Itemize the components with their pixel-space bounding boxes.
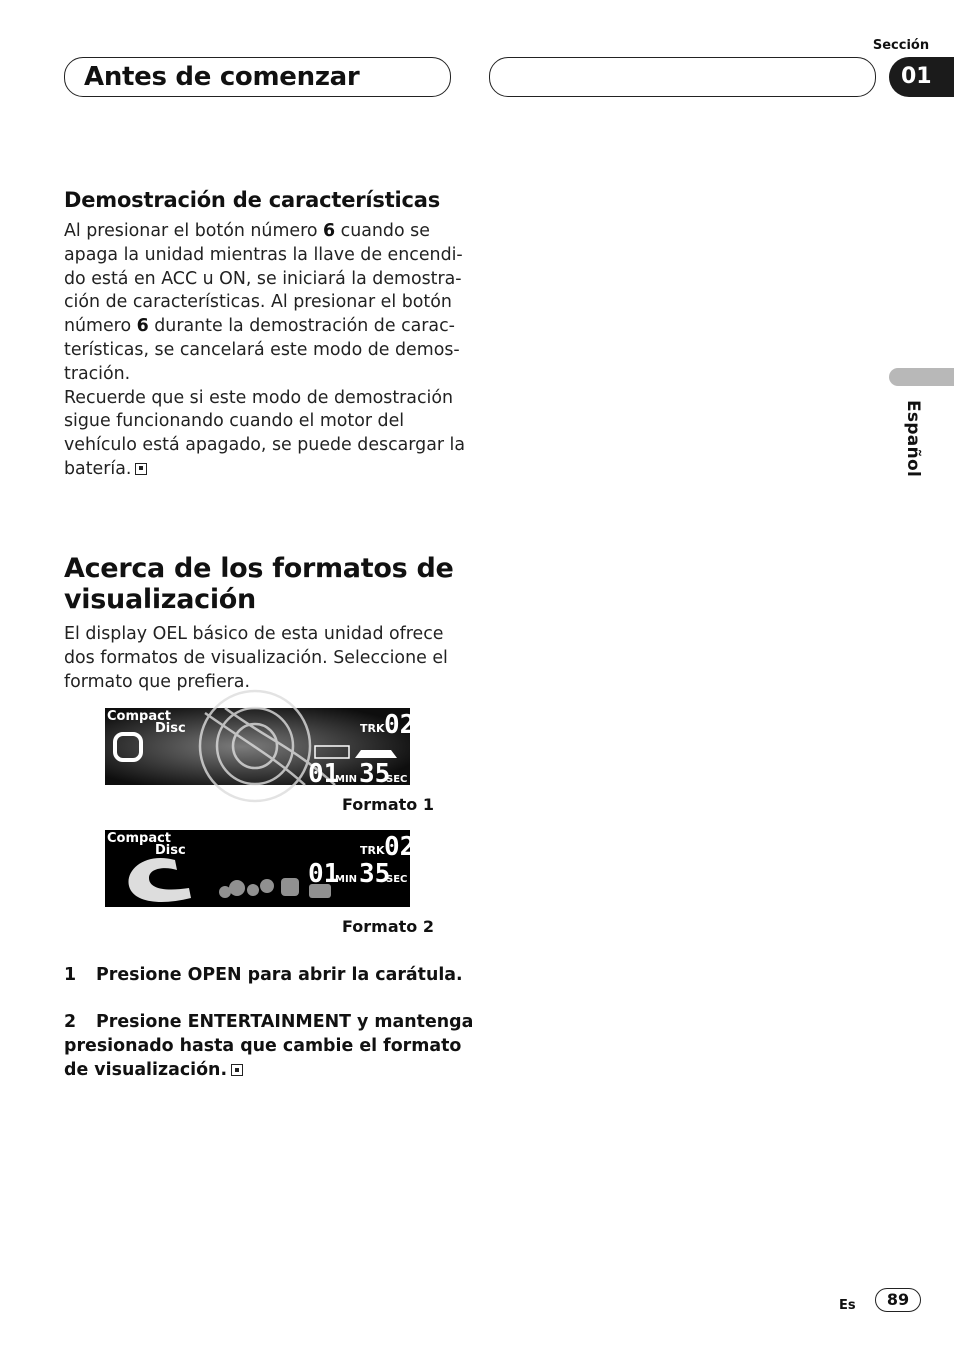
demo-line: apaga la unidad mientras la llave de encendi- xyxy=(64,244,463,265)
demo-line: batería. xyxy=(64,458,454,482)
demo-line: Al presionar el botón número 6 cuando se xyxy=(64,221,430,241)
sec-label: SEC xyxy=(386,774,408,785)
language-tab-marker xyxy=(889,368,954,386)
step-number: 2 xyxy=(64,1012,77,1032)
step-number: 1 xyxy=(64,965,77,985)
demo-line: do está en ACC u ON, se iniciará la demostra- xyxy=(64,268,462,289)
section-number-badge: 01 xyxy=(889,57,954,97)
section-label: Sección xyxy=(872,38,930,53)
display-format-1 xyxy=(105,708,416,789)
step-2: 2 Presione ENTERTAINMENT y mantenga presionado hasta que cambie el formato de visualización. xyxy=(64,1012,474,1080)
demo-line: ción de características. Al presionar el botón xyxy=(64,292,452,313)
source-line2: Disc xyxy=(155,843,186,858)
disc-swoosh-graphic xyxy=(128,858,191,902)
minutes-value: 01 xyxy=(308,859,340,889)
demo-line: sigue funcionando cuando el motor del xyxy=(64,411,405,432)
page-title: Antes de comenzar xyxy=(84,62,360,92)
format-2-caption: Formato 2 xyxy=(342,917,434,936)
sec-label: SEC xyxy=(386,874,408,885)
minutes-value: 01 xyxy=(308,759,340,789)
demo-line: vehículo está apagado, se puede descargar la xyxy=(64,435,466,456)
page-number: 89 xyxy=(875,1288,921,1312)
formats-heading: Acerca de los formatos de visualización xyxy=(64,553,454,615)
source-line2: Disc xyxy=(155,721,186,736)
formats-intro: El display OEL básico de esta unidad ofrece dos formatos de visualización. Seleccione el formato que prefiera. xyxy=(64,624,448,692)
demo-paragraph xyxy=(64,220,466,482)
header-blank-pill xyxy=(489,57,876,97)
end-mark-icon xyxy=(231,1064,243,1076)
min-label: MIN xyxy=(335,774,358,785)
step-1: 1 Presione OPEN para abrir la carátula. xyxy=(64,965,463,985)
track-number: 02 xyxy=(384,710,416,740)
demo-heading: Demostración de características xyxy=(64,188,441,212)
trk-label: TRK xyxy=(360,844,385,857)
source-line1: Compact xyxy=(107,831,172,846)
demo-line: número 6 durante la demostración de carac- xyxy=(64,316,455,337)
source-line1: Compact xyxy=(107,709,172,724)
car-icon xyxy=(355,750,397,758)
min-label: MIN xyxy=(335,874,358,885)
language-code: Es xyxy=(839,1298,856,1313)
language-tab-label: Español xyxy=(903,400,923,478)
seconds-value: 35 xyxy=(359,859,391,889)
format-1-caption: Formato 1 xyxy=(342,795,434,814)
end-mark-icon xyxy=(135,463,147,475)
seconds-value: 35 xyxy=(359,759,391,789)
trk-label: TRK xyxy=(360,722,385,735)
demo-line: terísticas, se cancelará este modo de demos- xyxy=(64,339,460,360)
demo-line: tración. xyxy=(64,363,131,384)
track-number: 02 xyxy=(384,832,416,862)
demo-line: Recuerde que si este modo de demostración xyxy=(64,387,454,408)
display-format-2 xyxy=(105,830,416,907)
